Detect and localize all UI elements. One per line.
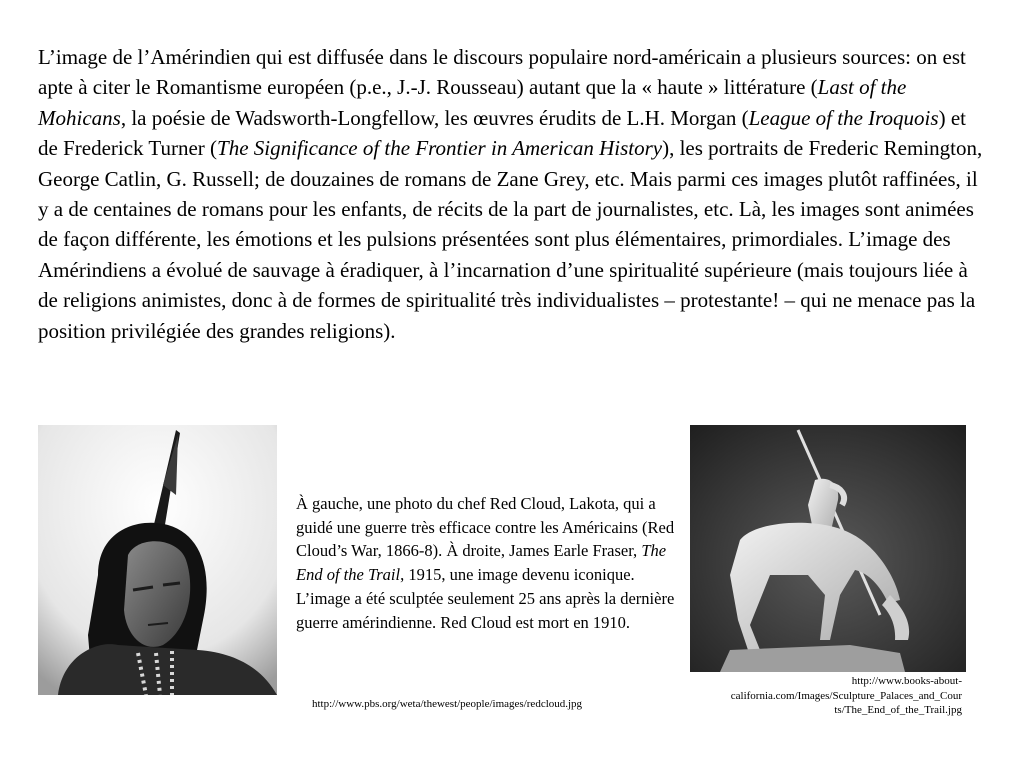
- caption-text: À gauche, une photo du chef Red Cloud, Lakota, qui a guidé une guerre très efficace contre les Américains (Red Cloud’s War, 1866-8). À droite, James Earle Fraser,: [296, 494, 675, 561]
- url-line: http://www.books-about-: [851, 675, 962, 687]
- url-line: california.com/Images/Sculpture_Palaces_and_Cour: [730, 689, 962, 702]
- caption-text: , 1915, une image devenu iconique. L’image a été sculptée seulement 25 ans après la dernière guerre amérindienne. Red Cloud est mort en 1910.: [296, 565, 675, 632]
- image-caption: [296, 492, 681, 634]
- paragraph-text: L’image de l’Amérindien qui est diffusée dans le discours populaire nord-américain a plusieurs sources: on est apte à citer le Romantisme européen (p.e., J.-J. Rousseau) autant que la « haute » littérature (: [38, 45, 966, 100]
- book-title-iroquois: League of the Iroquois: [748, 105, 939, 130]
- paragraph-text: ), les portraits de Frederic Remington, George Catlin, G. Russell; de douzaines de romans de Zane Grey, etc. Mais parmi ces images plutôt raffinées, il y a de centaines de romans pour les enfants, de récits de la part de journalistes, etc. Là, les images sont animées de façon différente, les émotions et les pulsions présentées sont plus élémentaires, primordiales. L’image des Amérindiens a évolué de sauvage à éradiquer, à l’incarnation d’une spiritualité supérieure (mais toujours liée à de religions animistes, donc à de formes de spiritualité très individualistes – protestante! – qui ne menace pas la position privilégiée des grandes religions).: [38, 136, 983, 343]
- url-line: ts/The_End_of_the_Trail.jpg: [834, 704, 962, 716]
- sculpture-image-url: [690, 674, 962, 718]
- main-paragraph: [38, 42, 988, 346]
- book-title-mohicans: Last of the Mohicans: [38, 75, 907, 130]
- book-title-frontier: The Significance of the Frontier in American History: [217, 136, 663, 161]
- end-of-the-trail-sculpture-photo: [690, 425, 966, 672]
- paragraph-text: , la poésie de Wadsworth-Longfellow, les œuvres érudits de L.H. Morgan (: [120, 105, 749, 130]
- paragraph-text: ) et de Frederick Turner (: [38, 105, 966, 161]
- red-cloud-photo: [38, 425, 277, 695]
- red-cloud-image-url: http://www.pbs.org/weta/thewest/people/images/redcloud.jpg: [312, 698, 583, 710]
- sculpture-title: The End of the Trail: [296, 541, 667, 585]
